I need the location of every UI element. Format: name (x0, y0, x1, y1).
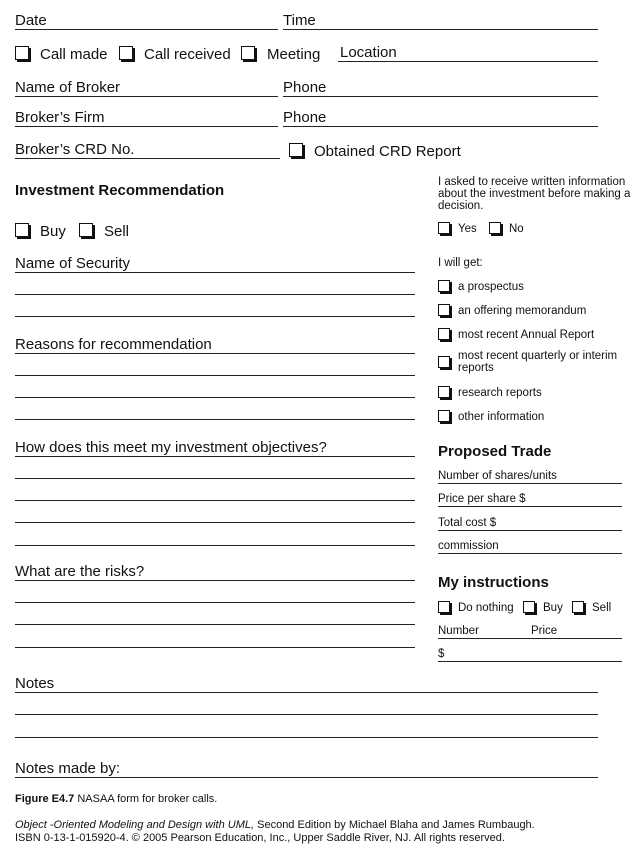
call-made-label: Call made (40, 46, 108, 63)
broker-name-field[interactable] (15, 96, 278, 97)
will-get-label: I will get: (438, 257, 483, 269)
objectives-line[interactable] (15, 545, 415, 546)
asked-written-info-text: I asked to receive written information about the investment before making a decision. (438, 176, 631, 212)
total-cost-label: Total cost $ (438, 517, 497, 529)
buy-checkbox[interactable] (15, 223, 29, 237)
call-received-checkbox[interactable] (119, 46, 133, 60)
offering-memorandum-label: an offering memorandum (458, 305, 587, 317)
time-label: Time (283, 12, 316, 29)
research-reports-checkbox[interactable] (438, 386, 450, 398)
sell-label: Sell (104, 223, 130, 240)
broker-crd-field[interactable] (15, 158, 280, 159)
sell-checkbox[interactable] (79, 223, 93, 237)
date-label: Date (15, 12, 47, 29)
dollar-field[interactable] (438, 661, 622, 662)
proposed-trade-heading: Proposed Trade (438, 443, 552, 460)
reasons-line[interactable] (15, 353, 415, 354)
objectives-label: How does this meet my investment objectives? (15, 439, 327, 456)
research-reports-label: research reports (458, 387, 542, 399)
security-line[interactable] (15, 316, 415, 317)
no-label: No (509, 223, 524, 235)
price-per-share-label: Price per share $ (438, 493, 526, 505)
total-cost-field[interactable] (438, 530, 622, 531)
shares-units-field[interactable] (438, 483, 622, 484)
obtained-crd-label: Obtained CRD Report (314, 143, 461, 160)
number-label: Number (438, 625, 479, 637)
annual-report-checkbox[interactable] (438, 328, 450, 340)
notes-line[interactable] (15, 737, 598, 738)
objectives-line[interactable] (15, 500, 415, 501)
notes-line[interactable] (15, 692, 598, 693)
commission-field[interactable] (438, 553, 622, 554)
no-checkbox[interactable] (489, 222, 501, 234)
do-nothing-label: Do nothing (458, 602, 514, 614)
phone-field-2[interactable] (283, 126, 598, 127)
location-label: Location (340, 44, 397, 61)
figure-text: NASAA form for broker calls. (77, 793, 218, 805)
investment-recommendation-heading: Investment Recommendation (15, 182, 225, 199)
risks-line[interactable] (15, 580, 415, 581)
reasons-label: Reasons for recommendation (15, 336, 212, 353)
objectives-line[interactable] (15, 522, 415, 523)
reasons-line[interactable] (15, 419, 415, 420)
my-instructions-heading: My instructions (438, 574, 549, 591)
call-made-checkbox[interactable] (15, 46, 29, 60)
broker-firm-field[interactable] (15, 126, 278, 127)
book-title: Object -Oriented Modeling and Design with UML, (15, 819, 255, 831)
yes-label: Yes (458, 223, 477, 235)
commission-label: commission (438, 540, 499, 552)
instr-sell-label: Sell (592, 602, 612, 614)
location-field[interactable] (338, 61, 598, 62)
do-nothing-checkbox[interactable] (438, 601, 450, 613)
other-information-checkbox[interactable] (438, 410, 450, 422)
instr-sell-checkbox[interactable] (572, 601, 584, 613)
book-credit-rest: Second Edition by Michael Blaha and James Rumbaugh. (254, 819, 535, 831)
figure-caption (15, 793, 217, 806)
broker-firm-label: Broker’s Firm (15, 109, 105, 126)
time-field[interactable] (283, 29, 598, 30)
buy-label: Buy (40, 223, 66, 240)
annual-report-label: most recent Annual Report (458, 329, 595, 341)
quarterly-report-label: most recent quarterly or interim reports (458, 350, 618, 374)
security-line[interactable] (15, 294, 415, 295)
prospectus-label: a prospectus (458, 281, 524, 293)
security-line[interactable] (15, 272, 415, 273)
instr-buy-checkbox[interactable] (523, 601, 535, 613)
notes-line[interactable] (15, 714, 598, 715)
notes-made-by-label: Notes made by: (15, 760, 121, 777)
reasons-line[interactable] (15, 397, 415, 398)
obtained-crd-checkbox[interactable] (289, 143, 303, 157)
objectives-line[interactable] (15, 478, 415, 479)
offering-memorandum-checkbox[interactable] (438, 304, 450, 316)
date-field[interactable] (15, 29, 278, 30)
price-per-share-field[interactable] (438, 506, 622, 507)
broker-name-label: Name of Broker (15, 79, 121, 96)
instr-buy-label: Buy (543, 602, 563, 614)
price-label: Price (531, 625, 558, 637)
phone-field-1[interactable] (283, 96, 598, 97)
risks-label: What are the risks? (15, 563, 145, 580)
risks-line[interactable] (15, 624, 415, 625)
meeting-label: Meeting (267, 46, 321, 63)
name-of-security-label: Name of Security (15, 255, 131, 272)
risks-line[interactable] (15, 647, 415, 648)
yes-checkbox[interactable] (438, 222, 450, 234)
quarterly-report-checkbox[interactable] (438, 356, 450, 368)
other-information-label: other information (458, 411, 545, 423)
notes-made-by-field[interactable] (15, 777, 598, 778)
call-received-label: Call received (144, 46, 231, 63)
number-price-field[interactable] (438, 638, 622, 639)
phone-label-2: Phone (283, 109, 327, 126)
dollar-label: $ (438, 648, 445, 660)
notes-label: Notes (15, 675, 55, 692)
meeting-checkbox[interactable] (241, 46, 255, 60)
risks-line[interactable] (15, 602, 415, 603)
phone-label-1: Phone (283, 79, 327, 96)
broker-crd-label: Broker’s CRD No. (15, 141, 135, 158)
book-credit (15, 819, 535, 832)
reasons-line[interactable] (15, 375, 415, 376)
figure-label: Figure E4.7 (15, 793, 75, 805)
isbn-line: ISBN 0-13-1-015920-4. © 2005 Pearson Education, Inc., Upper Saddle River, NJ. All rights reserved. (15, 832, 505, 844)
objectives-line[interactable] (15, 456, 415, 457)
prospectus-checkbox[interactable] (438, 280, 450, 292)
shares-units-label: Number of shares/units (438, 470, 557, 482)
